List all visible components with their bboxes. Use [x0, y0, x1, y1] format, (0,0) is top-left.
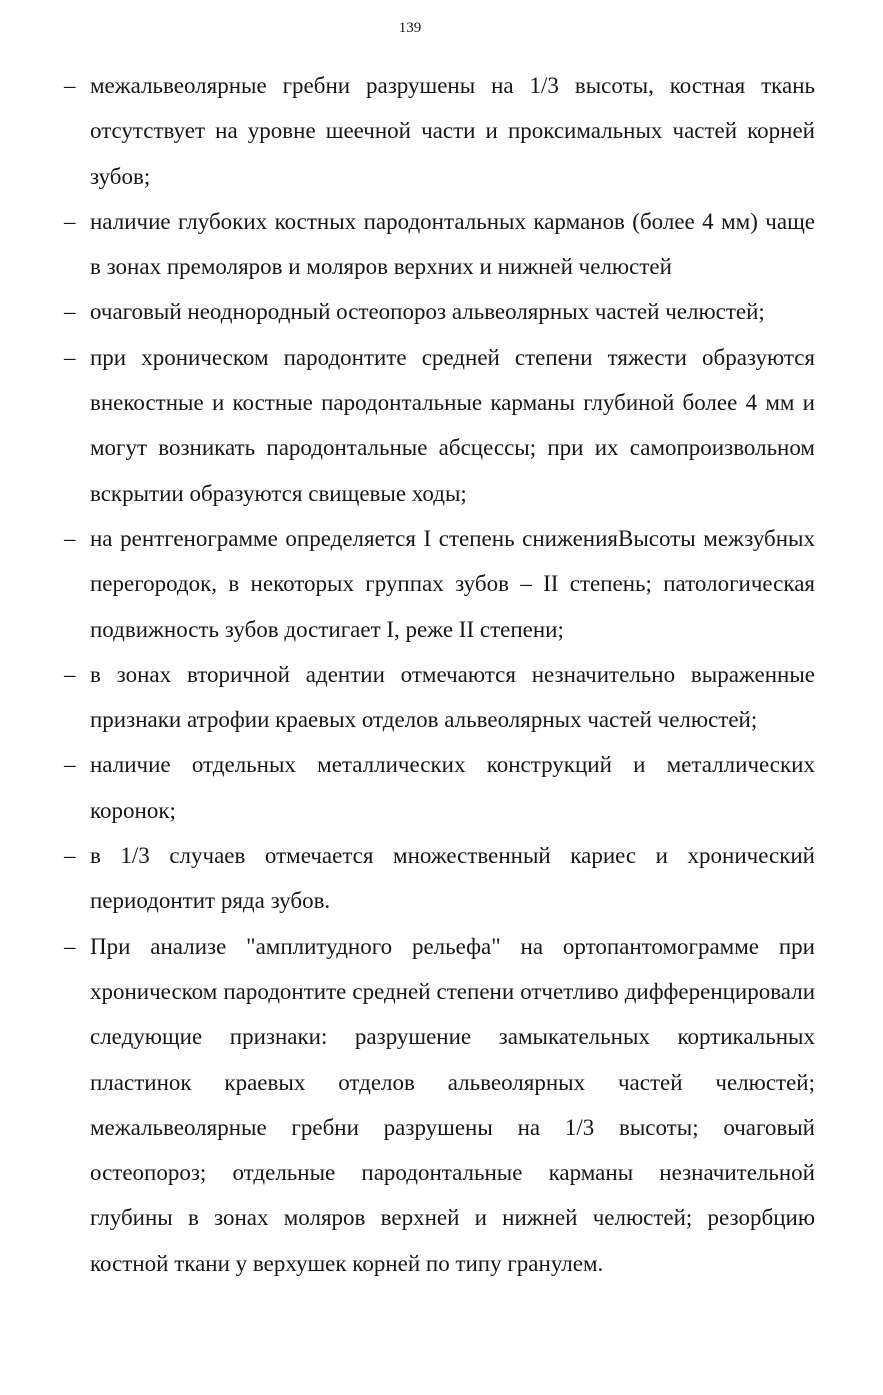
list-item — [0, 289, 815, 334]
list-item — [0, 199, 815, 290]
dash-marker: – — [64, 299, 76, 325]
list-item — [0, 833, 815, 924]
dash-marker: – — [64, 661, 76, 687]
dash-marker: – — [64, 208, 76, 234]
list-item — [0, 516, 815, 652]
list-item — [0, 742, 815, 833]
page-number: 139 — [398, 20, 422, 36]
list-item-text: наличие отдельных металлических конструкций и металлических коронок; — [90, 752, 815, 823]
list-item-text: межальвеолярные гребни разрушены на 1/3 высоты, костная ткань отсутствует на уровне шеечной части и проксимальных частей корней зубов; — [90, 73, 815, 189]
list-item-text: При анализе "амплитудного рельефа" на ортопантомограмме при хроническом пародонтите средней степени отчетливо дифференцировали следующие признаки: разрушение замыкательных кортикальных пластинок краевых отделов альвеолярных частей челюстей; межальвеолярные гребни разрушены на 1/3 высоты; очаговый остеопороз; отдельные пародонтальные карманы незначительной глубины в зонах моляров верхней и нижней челюстей; резорбцию костной ткани у верхушек корней по типу гранулем. — [90, 933, 815, 1276]
dash-marker: – — [64, 344, 76, 370]
list-item — [0, 63, 815, 199]
list-item — [0, 652, 815, 743]
dash-marker: – — [64, 73, 76, 98]
list-item — [0, 335, 815, 516]
list-item-text: в 1/3 случаев отмечается множественный кариес и хронический периодонтит ряда зубов. — [90, 843, 815, 914]
list-item-text: очаговый неоднородный остеопороз альвеолярных частей челюстей; — [90, 299, 765, 325]
dash-marker: – — [64, 843, 76, 869]
list-item-text: наличие глубоких костных пародонтальных карманов (более 4 мм) чаще в зонах премоляров и моляров верхних и нижней челюстей — [90, 208, 815, 280]
list-item-text: на рентгенограмме определяется I степень сниженияВысоты межзубных перегородок, в некоторых группах зубов – II степень; патологическая подвижность зубов достигает I, реже II степени; — [90, 525, 815, 642]
dash-marker: – — [64, 933, 76, 959]
list-item — [0, 924, 815, 1286]
bullet-list — [0, 63, 883, 1286]
dash-marker: – — [64, 525, 76, 551]
list-item-text: в зонах вторичной адентии отмечаются незначительно выраженные признаки атрофии краевых отделов альвеолярных частей челюстей; — [90, 661, 815, 733]
list-item-text: при хроническом пародонтите средней степени тяжести образуются внекостные и костные пародонтальные карманы глубиной более 4 мм и могут возникать пародонтальные абсцессы; при их самопроизвольном вскрытии образуются свищевые ходы; — [90, 344, 815, 506]
dash-marker: – — [64, 752, 76, 778]
